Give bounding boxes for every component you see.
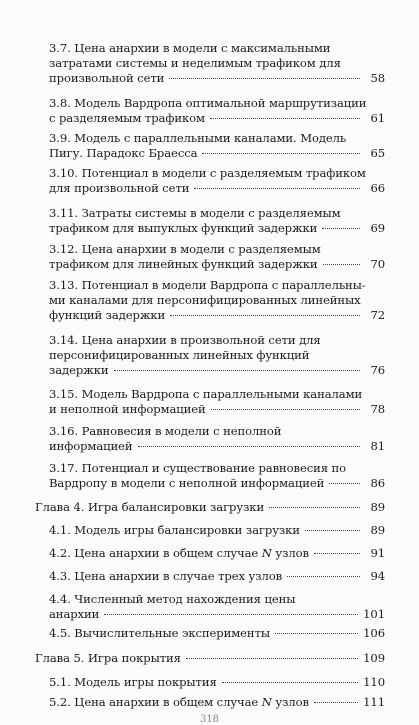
chapter-title: Глава 5. Игра покрытия bbox=[35, 651, 181, 665]
toc-page-number: 101 bbox=[363, 607, 385, 622]
toc-entry-text: 4.5. Вычислительные эксперименты bbox=[49, 626, 271, 640]
toc-page-number: 91 bbox=[370, 546, 385, 560]
leader-dots bbox=[202, 153, 360, 154]
leader-dots bbox=[104, 614, 358, 615]
toc-chapter-5 bbox=[35, 651, 385, 666]
toc-page-number: 110 bbox=[363, 675, 385, 689]
toc-entry-text: 4.2. Цена анархии в общем случае N узлов bbox=[49, 546, 309, 560]
toc-entry-text: 3.16. Равновесия в модели с неполной bbox=[49, 424, 282, 438]
toc-entry-text: 5.1. Модель игры покрытия bbox=[49, 675, 217, 689]
leader-dots bbox=[314, 702, 358, 703]
toc-entry-3-14 bbox=[49, 333, 385, 379]
toc-entry-4-5 bbox=[49, 626, 385, 641]
leader-dots bbox=[269, 507, 360, 508]
toc-entry-text: Вардропу в модели с неполной информацией bbox=[49, 476, 325, 491]
toc-entry-text: трафиком для выпуклых функций задержки bbox=[49, 221, 318, 236]
toc-entry-3-7 bbox=[49, 41, 385, 87]
leader-dots bbox=[287, 576, 360, 577]
toc-entry-4-3 bbox=[49, 569, 385, 584]
leader-dots bbox=[305, 530, 360, 531]
leader-dots bbox=[194, 188, 360, 189]
toc-page-number: 81 bbox=[370, 439, 385, 454]
toc-page-number: 58 bbox=[370, 71, 385, 86]
leader-dots bbox=[322, 228, 360, 229]
toc-entry-text: 4.4. Численный метод нахождения цены bbox=[49, 592, 296, 606]
toc-entry-text: 4.3. Цена анархии в случае трех узлов bbox=[49, 569, 283, 583]
toc-entry-text: функций задержки bbox=[49, 308, 166, 323]
toc-page-number: 94 bbox=[370, 569, 385, 583]
toc-entry-3-17 bbox=[49, 461, 385, 491]
toc-entry-text: информацией bbox=[49, 439, 133, 454]
toc-entry-text: Пигу. Парадокс Браесса bbox=[49, 146, 198, 161]
toc-entry-text: 3.9. Модель с параллельными каналами. Модель bbox=[49, 131, 347, 145]
toc-entry-4-1 bbox=[49, 523, 385, 538]
toc-entry-text: 3.11. Затраты системы в модели с разделяемым bbox=[49, 206, 341, 220]
toc-page-number: 111 bbox=[363, 695, 385, 709]
leader-dots bbox=[211, 409, 360, 410]
toc-page-number: 65 bbox=[370, 146, 385, 161]
toc-page-number: 89 bbox=[370, 500, 385, 514]
toc-entry-text: затратами системы и неделимым трафиком для bbox=[49, 56, 341, 71]
toc-page-number: 70 bbox=[370, 257, 385, 272]
leader-dots bbox=[169, 78, 360, 79]
toc-page-number: 86 bbox=[370, 476, 385, 491]
toc-entry-3-16 bbox=[49, 424, 385, 454]
leader-dots bbox=[186, 658, 358, 659]
toc-entry-text: с разделяемым трафиком bbox=[49, 111, 205, 126]
toc-page-number: 61 bbox=[370, 111, 385, 126]
leader-dots bbox=[222, 682, 358, 683]
toc-entry-3-8 bbox=[49, 96, 385, 126]
toc-entry-3-9 bbox=[49, 131, 385, 161]
leader-dots bbox=[170, 315, 360, 316]
toc-entry-text: ми каналами для персонифицированных линейных bbox=[49, 293, 361, 308]
toc-entry-4-4 bbox=[49, 592, 385, 622]
toc-entry-4-2 bbox=[49, 546, 385, 561]
toc-entry-5-1 bbox=[49, 675, 385, 690]
toc-entry-text: 3.14. Цена анархии в произвольной сети для bbox=[49, 333, 321, 347]
toc-page-number: 72 bbox=[370, 308, 385, 323]
page-number: 318 bbox=[199, 714, 220, 725]
toc-entry-text: 5.2. Цена анархии в общем случае N узлов bbox=[49, 695, 309, 709]
toc-page-number: 89 bbox=[370, 523, 385, 537]
toc-entry-text: задержки bbox=[49, 363, 109, 378]
toc-page-number: 69 bbox=[370, 221, 385, 236]
toc-entry-text: 4.1. Модель игры балансировки загрузки bbox=[49, 523, 300, 537]
toc-entry-text: анархии bbox=[49, 607, 100, 622]
toc-entry-3-11 bbox=[49, 206, 385, 236]
toc-entry-3-12 bbox=[49, 242, 385, 272]
toc-entry-text: 3.8. Модель Вардропа оптимальной маршрутизации bbox=[49, 96, 367, 110]
toc-entry-text: 3.7. Цена анархии в модели с максимальными bbox=[49, 41, 331, 55]
leader-dots bbox=[329, 483, 360, 484]
leader-dots bbox=[114, 370, 361, 371]
toc-entry-text: произвольной сети bbox=[49, 71, 165, 86]
toc-page-number: 109 bbox=[363, 651, 385, 665]
toc-entry-3-13 bbox=[49, 278, 385, 324]
toc-entry-text: 3.15. Модель Вардропа с параллельными каналами bbox=[49, 387, 363, 401]
toc-chapter-4 bbox=[35, 500, 385, 515]
toc-page-number: 78 bbox=[370, 402, 385, 417]
leader-dots bbox=[314, 553, 360, 554]
toc-page-number: 76 bbox=[370, 363, 385, 378]
leader-dots bbox=[275, 633, 358, 634]
toc-entry-text: 3.10. Потенциал в модели с разделяемым трафиком bbox=[49, 166, 366, 180]
toc-page-number: 66 bbox=[370, 181, 385, 196]
toc-entry-text: персонифицированных линейных функций bbox=[49, 348, 310, 363]
leader-dots bbox=[323, 264, 360, 265]
toc-entry-3-15 bbox=[49, 387, 385, 417]
toc-entry-text: трафиком для линейных функций задержки bbox=[49, 257, 318, 272]
toc-entry-text: 3.17. Потенциал и существование равновесия по bbox=[49, 461, 347, 475]
toc-entry-text: 3.13. Потенциал в модели Вардропа с параллельны- bbox=[49, 278, 366, 292]
toc-entry-3-10 bbox=[49, 166, 385, 196]
toc-entry-text: для произвольной сети bbox=[49, 181, 190, 196]
chapter-title: Глава 4. Игра балансировки загрузки bbox=[35, 500, 265, 514]
leader-dots bbox=[210, 118, 360, 119]
toc-page-number: 106 bbox=[363, 626, 385, 640]
toc-entry-5-2 bbox=[49, 695, 385, 710]
toc-entry-text: 3.12. Цена анархии в модели с разделяемым bbox=[49, 242, 321, 256]
toc-entry-text: и неполной информацией bbox=[49, 402, 206, 417]
leader-dots bbox=[138, 446, 360, 447]
